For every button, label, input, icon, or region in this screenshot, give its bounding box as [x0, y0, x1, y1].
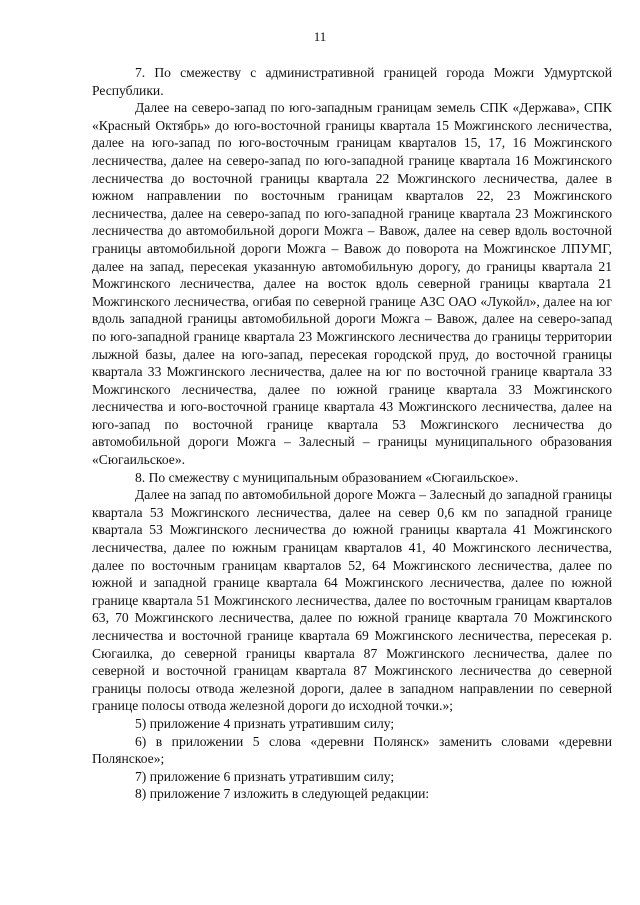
paragraph-section-7-heading: 7. По смежеству с административной границей города Можги Удмуртской Республики. — [92, 65, 612, 98]
paragraph-section-7-boundary: Далее на северо-запад по юго-западным границам земель СПК «Держава», СПК «Красный Октябрь» до юго-восточной границы квартала 15 Можгинского лесничества, далее на юго-запад по юго-восточным границам кварталов 15, 17, 16 Можгинского лесничества, далее на северо-запад по юго-западной границе квартала 16 Можгинского лесничества до восточной границы квартала 22 Можгинского лесничества, далее в южном направлении по восточным границам кварталов 22, 23 Можгинского лесничества, далее на северо-запад по юго-западной границе квартала 23 Можгинского лесничества до автомобильной дороги Можга – Вавож, далее на север вдоль восточной границы автомобильной дороги Можга – Вавож до поворота на Можгинское ЛПУМГ, далее на запад, пересекая указанную автомобильную дорогу, до границы квартала 21 Можгинского лесничества, далее на восток вдоль северной границы квартала 21 Можгинского лесничества, огибая по северной границе АЗС ОАО «Лукойл», далее на юг вдоль западной границы автомобильной дороги Можга – Вавож, далее на северо-запад по юго-западной границе квартала 23 Можгинского лесничества до границы территории лыжной базы, далее на юго-запад, пересекая городской пруд, до восточной границы квартала 33 Можгинского лесничества, далее на юг по восточной границе квартала 33 Можгинского лесничества, далее по южной границе квартала 33 Можгинского лесничества и юго-восточной границе квартала 43 Можгинского лесничества, далее на юго-запад по восточной границе квартала 53 Можгинского лесничества до автомобильной дороги Можга – Залесный – границы муниципального образования «Сюгаильское». — [92, 100, 612, 468]
paragraph-section-8-heading: 8. По смежеству с муниципальным образованием «Сюгаильское». — [135, 469, 519, 485]
paragraph-item-5: 5) приложение 4 признать утратившим силу; — [135, 715, 395, 731]
paragraph-item-8: 8) приложение 7 изложить в следующей редакции: — [135, 786, 430, 802]
paragraph-item-7: 7) приложение 6 признать утратившим силу; — [135, 768, 395, 784]
document-body — [92, 64, 612, 803]
paragraph-section-8-boundary: Далее на запад по автомобильной дороге Можга – Залесный до западной границы квартала 53 Можгинского лесничества, далее на север 0,6 км по западной границе квартала 53 Можгинского лесничества до южной границы квартала 41 Можгинского лесничества, далее по южным границам кварталов 41, 40 Можгинского лесничества, далее по восточным границам кварталов 52, 64 Можгинского лесничества, далее по южной и западной границе квартала 64 Можгинского лесничества, далее по южной границе квартала 51 Можгинского лесничества, далее по восточным границам кварталов 63, 70 Можгинского лесничества, далее по южной границе квартала 70 Можгинского лесничества и восточной границе квартала 69 Можгинского лесничества, пересекая р. Сюгаилка, до северной границы квартала 87 Можгинского лесничества, далее по северной и восточной границам квартала 87 Можгинского лесничества до северной границы полосы отвода железной дороги, далее в западном направлении по северной границе полосы отвода железной дороги до исходной точки.»; — [92, 487, 612, 714]
page-number: 11 — [313, 29, 327, 44]
paragraph-item-6: 6) в приложении 5 слова «деревни Полянск» заменить словами «деревни Полянское»; — [92, 733, 612, 767]
